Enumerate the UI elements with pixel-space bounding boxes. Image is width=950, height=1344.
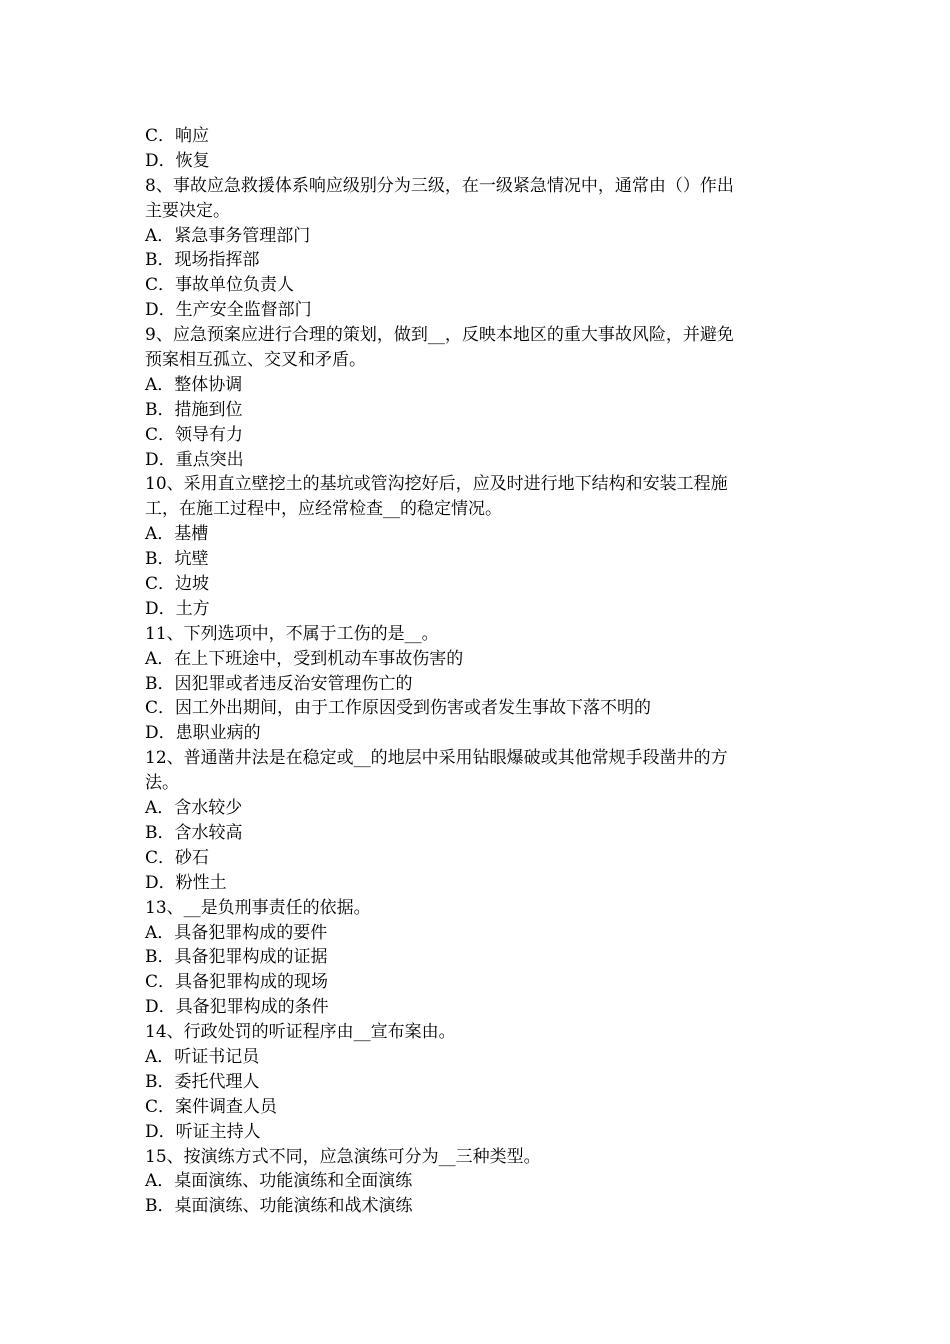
option-line: B．现场指挥部: [145, 250, 260, 271]
option-line: D．具备犯罪构成的条件: [145, 997, 329, 1018]
option-line: D．患职业病的: [145, 723, 261, 744]
option-line: A．基槽: [145, 524, 209, 545]
question-line: 15、按演练方式不同，应急演练可分为__三种类型。: [145, 1146, 541, 1167]
question-line: 9、应急预案应进行合理的策划，做到__，反映本地区的重大事故风险，并避免: [145, 325, 734, 346]
option-line: A．听证书记员: [145, 1046, 260, 1067]
question-line: 预案相互孤立、交叉和矛盾。: [145, 350, 366, 371]
option-line: B．坑壁: [145, 549, 209, 570]
option-line: A．含水较少: [145, 798, 243, 819]
option-line: B．委托代理人: [145, 1071, 260, 1092]
option-line: A．紧急事务管理部门: [145, 225, 311, 246]
question-line: 工，在施工过程中，应经常检查__的稳定情况。: [145, 499, 502, 520]
option-line: C．领导有力: [145, 424, 244, 445]
option-line: C．边坡: [145, 574, 210, 595]
question-line: 11、下列选项中，不属于工伤的是__。: [145, 623, 439, 644]
option-line: B．具备犯罪构成的证据: [145, 947, 328, 968]
option-line: D．听证主持人: [145, 1121, 261, 1142]
option-line: C．砂石: [145, 847, 210, 868]
question-line: 12、普通凿井法是在稳定或__的地层中采用钻眼爆破或其他常规手段凿井的方: [145, 748, 728, 769]
option-line: B．含水较高: [145, 822, 243, 843]
document-body: [145, 124, 807, 1219]
option-line: A．整体协调: [145, 374, 243, 395]
option-line: C．因工外出期间，由于工作原因受到伤害或者发生事故下落不明的: [145, 698, 652, 719]
option-line: D．生产安全监督部门: [145, 300, 312, 321]
option-line: B．因犯罪或者违反治安管理伤亡的: [145, 673, 413, 694]
question-line: 10、采用直立壁挖土的基坑或管沟挖好后，应及时进行地下结构和安装工程施: [145, 474, 728, 495]
question-line: 主要决定。: [145, 200, 230, 221]
option-line: D．粉性土: [145, 872, 227, 893]
question-line: 14、行政处罚的听证程序由__宣布案由。: [145, 1022, 456, 1043]
question-line: 13、__是负刑事责任的依据。: [145, 897, 371, 918]
option-line: C．响应: [145, 126, 210, 146]
option-line: D．土方: [145, 598, 210, 619]
option-line: C．具备犯罪构成的现场: [145, 972, 329, 993]
option-line: A．桌面演练、功能演练和全面演练: [145, 1171, 413, 1192]
question-line: 法。: [145, 773, 179, 794]
option-line: B．桌面演练、功能演练和战术演练: [145, 1196, 413, 1217]
option-line: D．恢复: [145, 150, 210, 171]
option-line: C．事故单位负责人: [145, 275, 295, 296]
question-line: 8、事故应急救援体系响应级别分为三级，在一级紧急情况中，通常由（）作出: [145, 175, 734, 196]
option-line: D．重点突出: [145, 449, 244, 470]
option-line: A．具备犯罪构成的要件: [145, 922, 328, 943]
option-line: B．措施到位: [145, 399, 243, 420]
option-line: A．在上下班途中，受到机动车事故伤害的: [145, 648, 464, 669]
option-line: C．案件调查人员: [145, 1096, 278, 1117]
